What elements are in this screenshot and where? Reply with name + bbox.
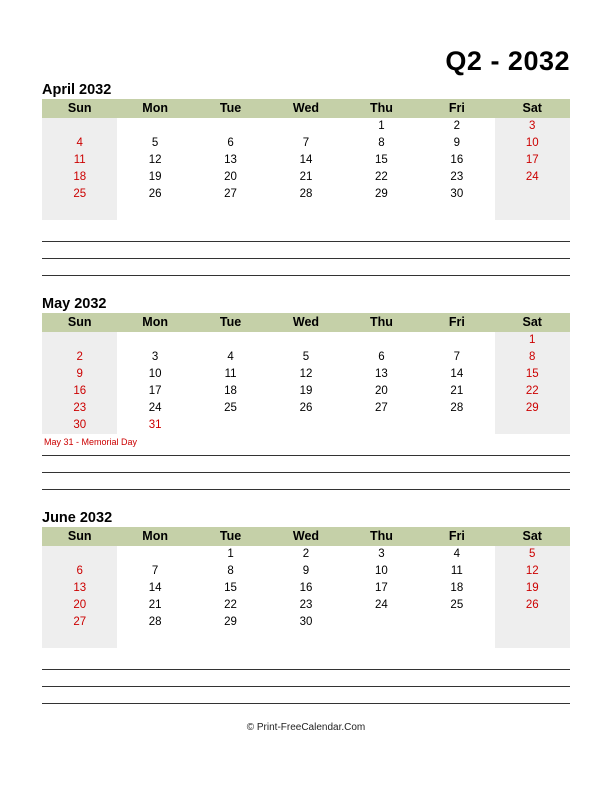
day-cell: 25 [450,599,464,611]
day-cell [193,332,268,349]
month-title: May 2032 [42,296,107,312]
day-column [495,118,570,220]
day-cell [117,118,192,135]
weekday-tue: Tue [219,101,242,115]
day-cell: 26 [525,599,539,611]
day-cell [42,203,117,220]
day-cell: 18 [224,385,237,397]
day-cell [193,417,268,434]
day-cell: 4 [227,351,234,363]
day-cell: 5 [529,548,536,560]
day-column [117,118,192,220]
day-cell: 30 [73,419,87,431]
day-cell: 8 [227,565,234,577]
day-cell: 14 [148,582,162,594]
day-column [42,332,117,434]
note-line [42,472,570,473]
day-cell [117,332,192,349]
holiday-note: May 31 - Memorial Day [44,437,138,447]
day-cell: 7 [453,351,461,363]
day-column [42,546,117,648]
day-cell [495,417,570,434]
note-line [42,455,570,456]
day-cell: 22 [525,385,539,397]
day-column [419,546,494,648]
day-cell: 6 [227,137,234,149]
day-cell: 16 [299,582,313,594]
note-line [42,489,570,490]
day-cell [495,186,570,203]
day-cell: 17 [148,385,162,397]
day-cell: 29 [224,616,237,628]
day-cell [419,332,494,349]
day-cell: 22 [375,171,388,183]
weekday-sat: Sat [522,101,542,115]
note-line [42,686,570,687]
footer-credit: © Print-FreeCalendar.Com [246,722,366,733]
day-cell: 8 [529,351,536,363]
weekday-mon: Mon [142,315,168,329]
day-cell: 28 [148,616,162,628]
day-cell: 1 [378,120,385,132]
day-cell [117,203,192,220]
weekday-fri: Fri [448,101,465,115]
day-cell: 18 [450,582,464,594]
day-cell: 18 [73,171,87,183]
day-cell: 21 [148,599,162,611]
month-june [42,510,570,648]
day-column [193,546,268,648]
days-body [42,118,570,220]
day-cell: 19 [299,385,313,397]
day-column [495,332,570,434]
day-cell: 3 [529,120,536,132]
note-line [42,258,570,259]
day-cell: 11 [224,368,237,380]
weekday-thu: Thu [369,529,393,543]
day-cell: 7 [302,137,310,149]
day-cell: 15 [224,582,237,594]
day-cell: 26 [148,188,162,200]
weekday-wed: Wed [292,315,320,329]
day-cell: 16 [73,385,87,397]
day-cell: 11 [450,565,463,577]
day-cell [344,614,419,631]
day-cell [268,631,343,648]
day-cell: 13 [73,582,87,594]
day-cell: 22 [224,599,237,611]
month-title: April 2032 [42,82,112,98]
day-cell: 23 [299,599,313,611]
day-cell [344,417,419,434]
day-column [268,332,343,434]
day-column [419,118,494,220]
day-column [193,332,268,434]
day-cell: 11 [73,154,86,166]
day-column [42,118,117,220]
day-cell: 24 [525,171,539,183]
day-cell: 12 [525,565,539,577]
day-cell: 10 [148,368,162,380]
weekday-wed: Wed [292,101,320,115]
calendar-grid [42,527,570,648]
day-cell [419,417,494,434]
day-cell: 6 [76,565,83,577]
day-cell: 20 [375,385,388,397]
day-cell: 17 [375,582,388,594]
weekday-header [42,99,570,118]
day-cell: 9 [302,565,310,577]
day-cell: 8 [378,137,385,149]
weekday-sun: Sun [67,529,92,543]
day-cell [419,203,494,220]
quarter-title: Q2 - 2032 [445,46,570,76]
day-cell: 14 [299,154,313,166]
weekday-mon: Mon [142,101,168,115]
day-cell [193,631,268,648]
day-cell: 21 [299,171,313,183]
day-cell: 25 [73,188,87,200]
calendar-grid [42,313,570,434]
day-cell: 28 [450,402,464,414]
days-body [42,546,570,648]
day-cell: 9 [76,368,83,380]
day-column [268,118,343,220]
weekday-thu: Thu [369,315,393,329]
day-cell: 30 [450,188,464,200]
day-cell: 27 [224,188,237,200]
days-body [42,332,570,434]
day-cell: 1 [227,548,234,560]
weekday-mon: Mon [142,529,168,543]
day-cell: 5 [302,351,310,363]
day-cell: 23 [73,402,87,414]
day-cell: 20 [224,171,237,183]
day-column [344,332,419,434]
day-cell [268,417,343,434]
day-cell: 7 [151,565,159,577]
day-cell: 2 [453,120,461,132]
day-cell: 30 [299,616,313,628]
day-cell: 28 [299,188,313,200]
weekday-tue: Tue [219,529,242,543]
day-cell: 26 [299,402,313,414]
day-cell: 17 [525,154,539,166]
day-cell [419,614,494,631]
day-cell [419,631,494,648]
day-column [495,546,570,648]
day-cell [268,332,343,349]
day-cell [42,631,117,648]
day-cell: 5 [151,137,159,149]
weekday-sat: Sat [522,529,542,543]
day-cell [42,546,117,563]
month-april [42,82,570,220]
day-cell: 20 [73,599,87,611]
calendar-grid [42,99,570,220]
day-cell: 13 [375,368,388,380]
day-cell: 3 [151,351,159,363]
day-column [193,118,268,220]
day-cell: 6 [378,351,385,363]
day-cell: 2 [302,548,310,560]
day-cell: 29 [525,402,539,414]
day-cell: 19 [148,171,162,183]
day-cell: 23 [450,171,464,183]
day-cell: 19 [525,582,539,594]
weekday-sat: Sat [522,315,542,329]
month-title: June 2032 [42,510,113,526]
day-cell: 15 [525,368,539,380]
weekday-fri: Fri [448,529,465,543]
day-cell: 1 [529,334,536,346]
day-column [117,546,192,648]
month-may [42,296,570,447]
note-line [42,669,570,670]
day-cell: 24 [148,402,162,414]
day-cell: 10 [525,137,539,149]
day-cell: 12 [148,154,162,166]
day-cell: 4 [453,548,461,560]
day-cell: 15 [375,154,388,166]
note-line [42,241,570,242]
day-cell: 16 [450,154,464,166]
day-cell [42,118,117,135]
day-cell [495,203,570,220]
day-cell: 2 [76,351,83,363]
day-cell [268,203,343,220]
day-cell [344,631,419,648]
day-cell [117,546,192,563]
day-cell [344,332,419,349]
day-column [117,332,192,434]
weekday-wed: Wed [292,529,320,543]
day-cell [268,118,343,135]
day-cell: 9 [453,137,461,149]
day-cell [193,118,268,135]
day-cell [193,203,268,220]
day-cell: 14 [450,368,464,380]
day-cell: 13 [224,154,237,166]
day-cell: 24 [375,599,388,611]
day-column [344,118,419,220]
day-column [419,332,494,434]
weekday-thu: Thu [369,101,393,115]
day-cell: 27 [375,402,388,414]
weekday-header [42,527,570,546]
weekday-tue: Tue [219,315,242,329]
day-cell: 29 [375,188,388,200]
day-cell [42,332,117,349]
day-column [268,546,343,648]
weekday-header [42,313,570,332]
note-line [42,703,570,704]
day-cell: 3 [378,548,385,560]
weekday-sun: Sun [67,101,92,115]
day-cell [344,203,419,220]
day-cell: 4 [76,137,83,149]
day-cell [117,631,192,648]
day-cell: 12 [299,368,313,380]
day-cell [495,631,570,648]
day-cell: 25 [224,402,237,414]
weekday-sun: Sun [67,315,92,329]
day-cell: 21 [450,385,464,397]
weekday-fri: Fri [448,315,465,329]
note-line [42,275,570,276]
day-cell: 31 [148,419,162,431]
day-cell [495,614,570,631]
day-column [344,546,419,648]
day-cell: 10 [375,565,388,577]
day-cell: 27 [73,616,87,628]
